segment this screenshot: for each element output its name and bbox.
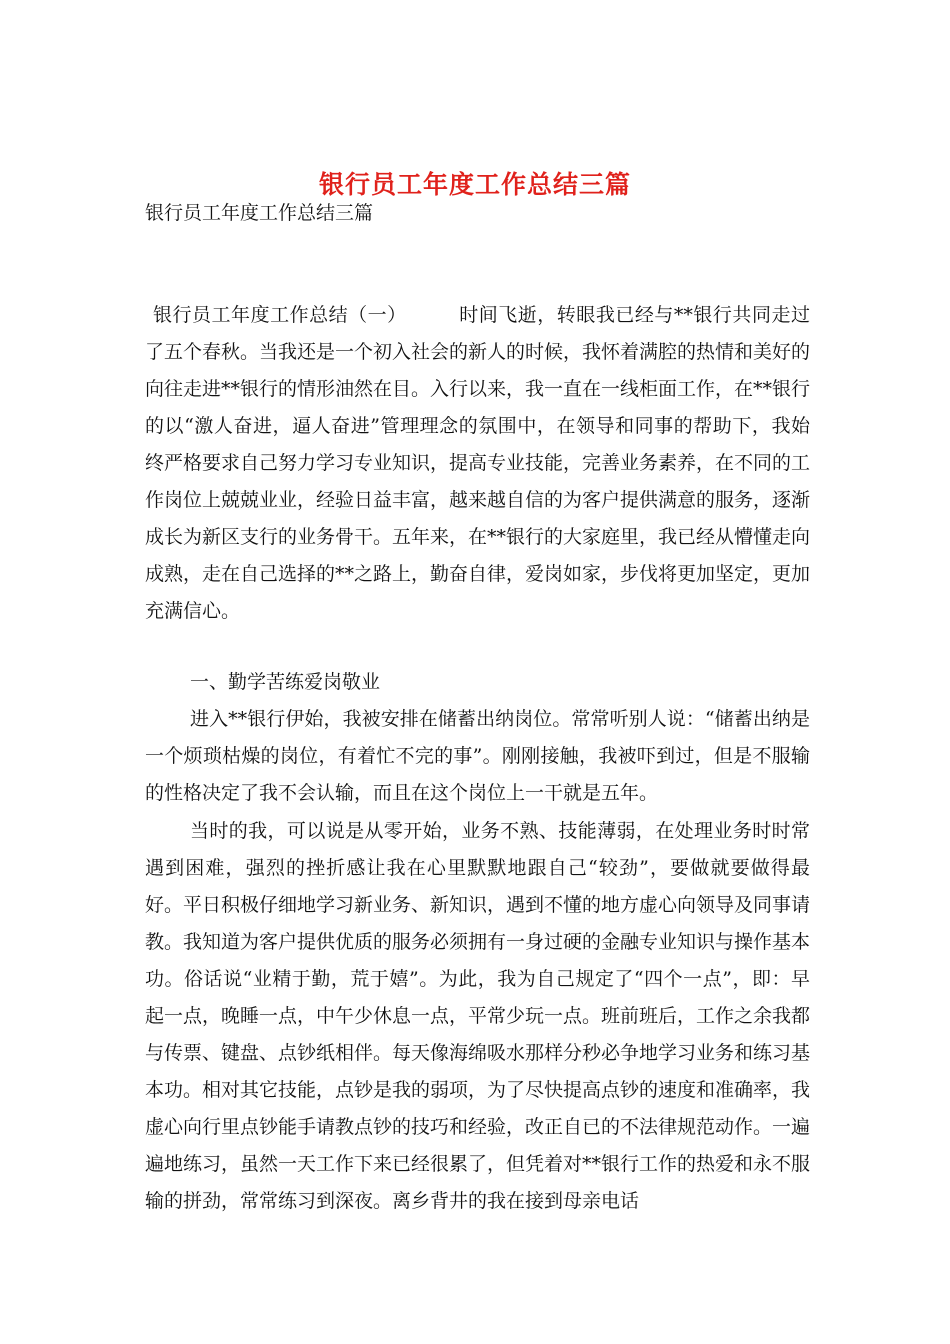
section-heading-1: 一、勤学苦练爱岗敬业 (190, 671, 381, 693)
intro-paragraph (145, 297, 810, 630)
body-paragraph-3: 当时的我，可以说是从零开始，业务不熟、技能薄弱，在处理业务时时常遇到困难，强烈的挫折感让我在心里默默地跟自己“较劲”，要做就要做得最好。平日积极仔细地学习新业务、新知识，遇到不懂的地方虚心向领导及同事请教。我知道为客户提供优质的服务必须拥有一身过硬的金融专业知识与操作基本功。俗话说“业精于勤，荒于嬉”。为此，我为自己规定了“四个一点”，即：早起一点，晚睡一点，中午少休息一点，平常少玩一点。班前班后，工作之余我都与传票、键盘、点钞纸相伴。每天像海绵吸水那样分秒必争地学习业务和练习基本功。相对其它技能，点钞是我的弱项，为了尽快提高点钞的速度和准确率，我虚心向行里点钞能手请教点钞的技巧和经验，改正自已的不法律规范动作。一遍遍地练习，虽然一天工作下来已经很累了，但凭着对**银行工作的热爱和永不服输的拼劲，常常练习到深夜。离乡背井的我在接到母亲电话 (145, 820, 811, 1212)
intro-text: 时间飞逝，转眼我已经与**银行共同走过了五个春秋。当我还是一个初入社会的新人的时候，我怀着满腔的热情和美好的向往走进**银行的情形油然在目。入行以来，我一直在一线柜面工作，在**银行的以“激人奋进，逼人奋进”管理理念的氛围中，在领导和同事的帮助下，我始终严格要求自己努力学习专业知识，提高专业技能，完善业务素养，在不同的工作岗位上兢兢业业，经验日益丰富，越来越自信的为客户提供满意的服务，逐渐成长为新区支行的业务骨干。五年来，在**银行的大家庭里，我已经从懵懂走向成熟，走在自己选择的**之路上，勤奋自律，爱岗如家，步伐将更加坚定，更加充满信心。 (145, 304, 811, 622)
document-title: 银行员工年度工作总结三篇 (318, 169, 631, 199)
section-label: 银行员工年度工作总结（一） (153, 304, 407, 326)
body-paragraph-2: 进入**银行伊始，我被安排在储蓄出纳岗位。常常听别人说：“储蓄出纳是一个烦琐枯燥的岗位，有着忙不完的事”。刚刚接触，我被吓到过，但是不服输的性格决定了我不会认输，而且在这个岗位上一干就是五年。 (145, 708, 810, 804)
document-subtitle: 银行员工年度工作总结三篇 (145, 202, 374, 224)
